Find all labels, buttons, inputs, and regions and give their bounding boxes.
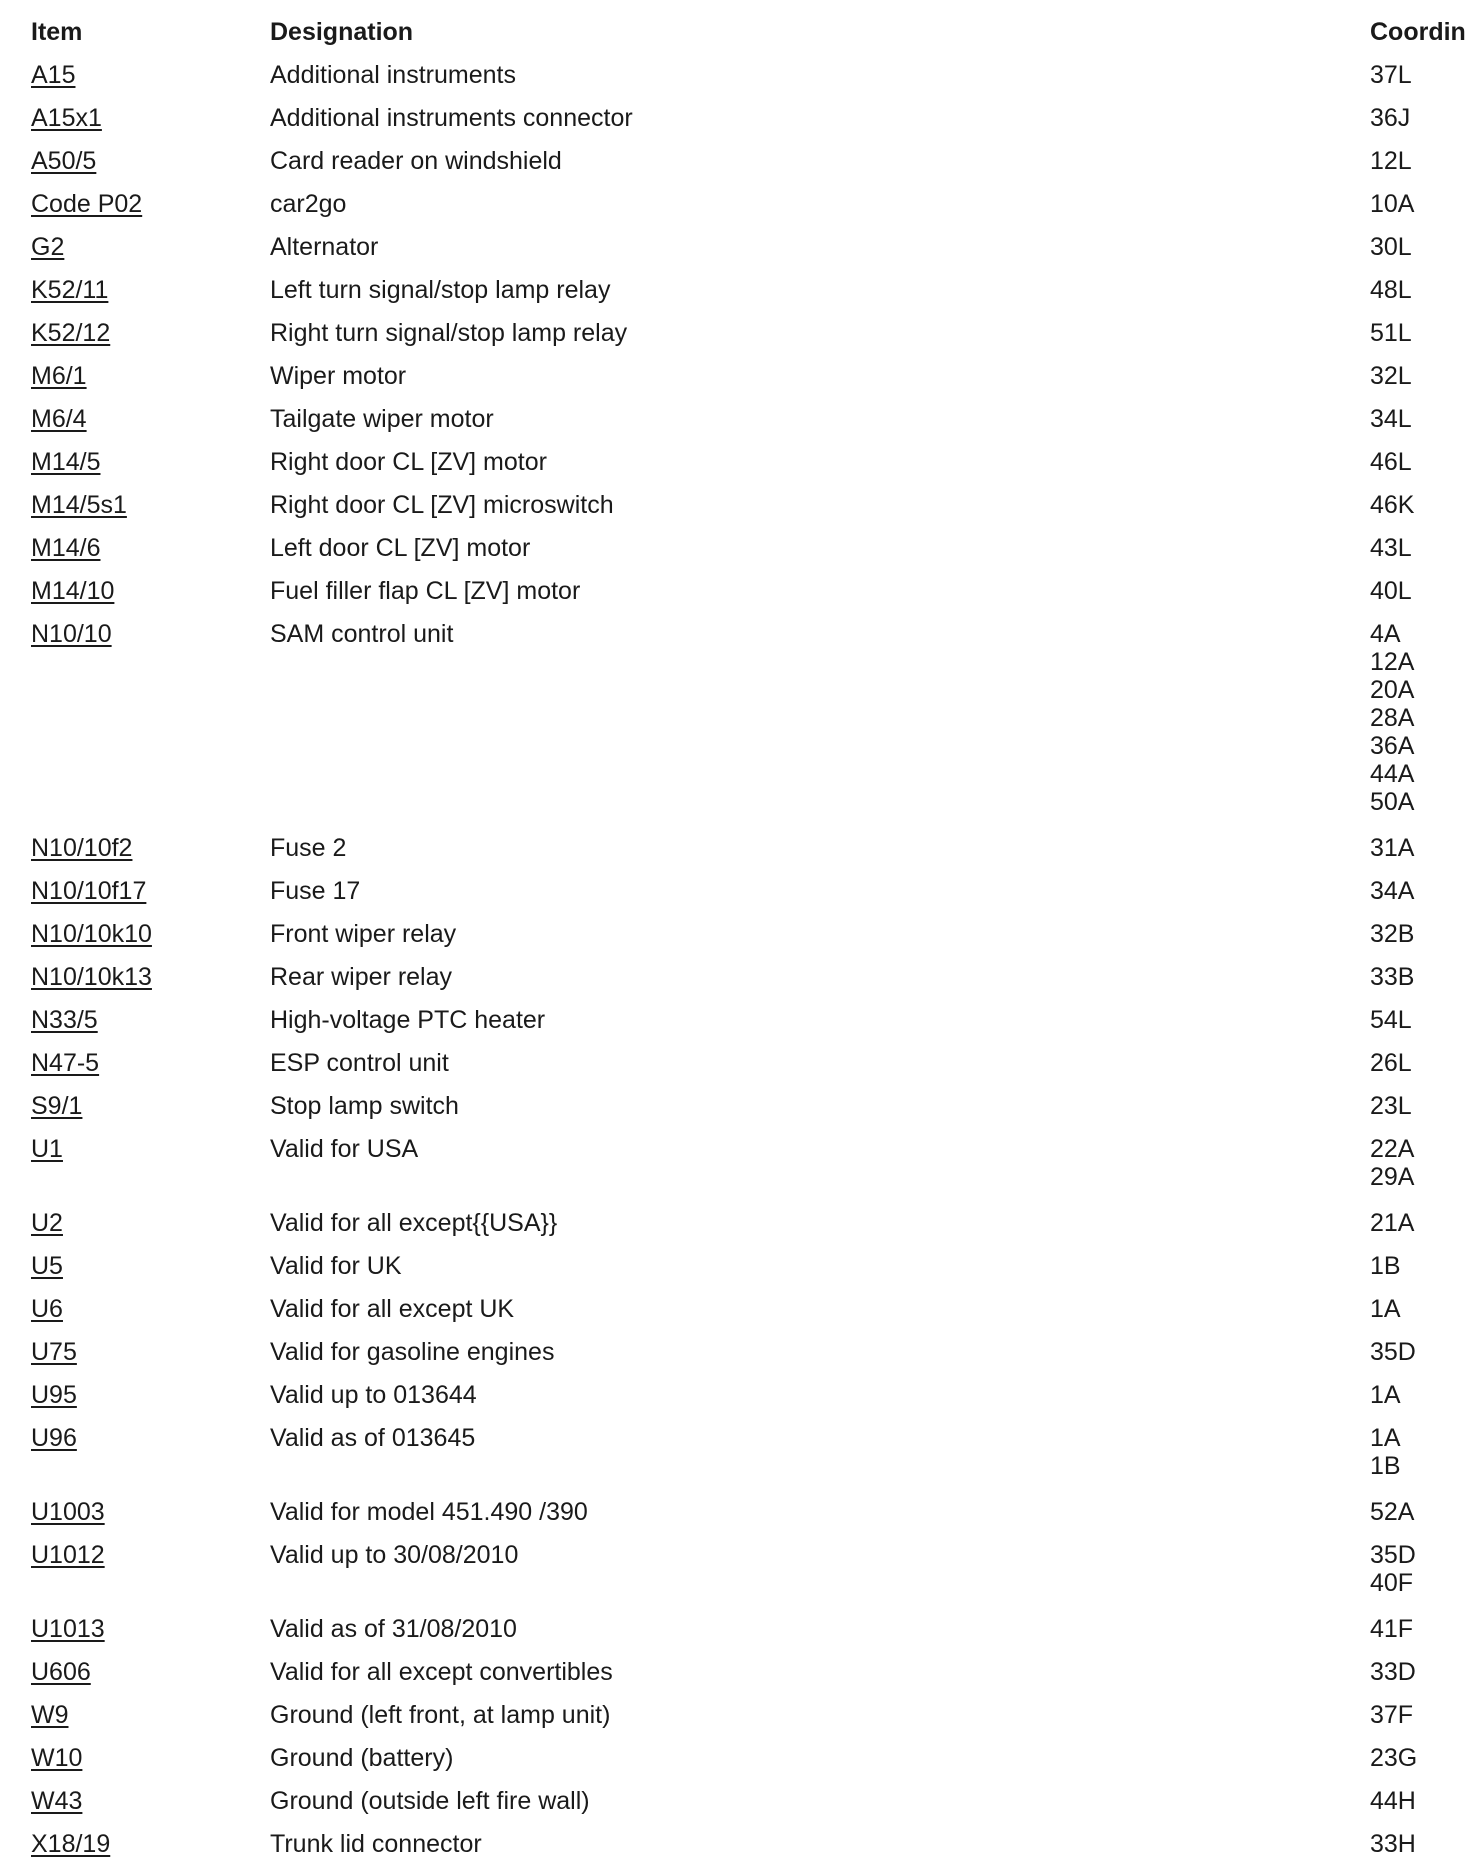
table-row [31,233,1456,276]
table-row [31,534,1456,577]
coordinate-cell [1370,319,1456,347]
designation-cell: Additional instruments connector [270,104,633,132]
item-link[interactable]: A15x1 [31,104,102,132]
designation-cell: Valid up to 30/08/2010 [270,1541,519,1569]
coordinate-cell [1370,61,1456,89]
designation-cell: Tailgate wiper motor [270,405,494,433]
coordinate-value: 35D [1370,1338,1416,1366]
table-row [31,1135,1456,1209]
coordinate-cell [1370,190,1456,218]
item-cell [31,1135,270,1163]
coordinate-value: 34A [1370,877,1415,905]
coordinate-value: 36A [1370,732,1415,760]
designation-cell: Wiper motor [270,362,407,390]
coordinate-cell [1370,1658,1456,1686]
designation-cell: Valid for model 451.490 /390 [270,1498,588,1526]
item-link[interactable]: Code P02 [31,190,143,218]
item-link[interactable]: A50/5 [31,147,97,175]
coordinate-value: 23L [1370,1092,1412,1120]
designation-cell: Left door CL [ZV] motor [270,534,531,562]
item-cell [31,1830,270,1858]
item-cell [31,834,270,862]
table-row [31,1252,1456,1295]
item-cell [31,491,270,519]
table-row [31,620,1456,834]
item-cell [31,1701,270,1729]
coordinate-cell [1370,1381,1456,1409]
designation-cell: Card reader on windshield [270,147,562,175]
item-cell [31,1338,270,1366]
designation-cell: Right door CL [ZV] microswitch [270,491,614,519]
designation-cell: Fuel filler flap CL [ZV] motor [270,577,581,605]
coordinate-cell [1370,1701,1456,1729]
coordinate-value: 41F [1370,1615,1414,1643]
item-cell [31,104,270,132]
item-link[interactable]: W43 [31,1787,83,1815]
coordinate-value: 52A [1370,1498,1415,1526]
item-link[interactable]: U1003 [31,1498,105,1526]
table-row [31,319,1456,362]
table-row [31,1424,1456,1498]
table-row [31,1049,1456,1092]
table-row [31,577,1456,620]
coordinate-value: 37L [1370,61,1412,89]
item-link[interactable]: M14/5 [31,448,101,476]
header-coordinate: Coordin [1370,18,1466,46]
coordinate-cell [1370,1541,1456,1597]
item-cell [31,1787,270,1815]
item-link[interactable]: N10/10f2 [31,834,133,862]
item-cell [31,1006,270,1034]
item-link[interactable]: M14/6 [31,534,101,562]
coordinate-cell [1370,1295,1456,1323]
item-cell [31,1498,270,1526]
designation-cell: Rear wiper relay [270,963,453,991]
item-cell [31,276,270,304]
coordinate-cell [1370,620,1456,816]
designation-cell: car2go [270,190,347,218]
item-cell [31,1295,270,1323]
item-link[interactable]: M6/4 [31,405,87,433]
item-link[interactable]: S9/1 [31,1092,83,1120]
header-designation: Designation [270,18,414,46]
item-link[interactable]: A15 [31,61,76,89]
item-link[interactable]: M14/10 [31,577,115,605]
item-cell [31,920,270,948]
item-link[interactable]: K52/11 [31,276,109,304]
item-cell [31,1381,270,1409]
coordinate-value: 1A [1370,1295,1401,1323]
item-link[interactable]: M6/1 [31,362,87,390]
item-cell [31,577,270,605]
item-link[interactable]: G2 [31,233,65,261]
item-cell [31,620,270,648]
table-row [31,61,1456,104]
coordinate-value: 1A [1370,1424,1401,1452]
item-cell [31,362,270,390]
item-link[interactable]: N10/10k13 [31,963,152,991]
item-cell [31,1252,270,1280]
coordinate-cell [1370,1338,1456,1366]
coordinate-value: 1B [1370,1252,1401,1280]
designation-cell: Valid for gasoline engines [270,1338,555,1366]
coordinate-value: 30L [1370,233,1412,261]
coordinate-value: 44A [1370,760,1415,788]
coordinate-value: 4A [1370,620,1401,648]
table-row [31,1498,1456,1541]
item-cell [31,61,270,89]
coordinate-cell [1370,577,1456,605]
coordinate-cell [1370,877,1456,905]
coordinate-cell [1370,276,1456,304]
item-link[interactable]: U1012 [31,1541,105,1569]
table-body [31,61,1456,1873]
coordinate-value: 28A [1370,704,1415,732]
table-row [31,1541,1456,1615]
coordinate-value: 34L [1370,405,1412,433]
item-cell [31,1424,270,1452]
table-row [31,963,1456,1006]
coordinate-value: 33B [1370,963,1415,991]
coordinate-value: 12L [1370,147,1412,175]
item-cell [31,1209,270,1237]
coordinate-cell [1370,405,1456,433]
item-cell [31,963,270,991]
table-row [31,104,1456,147]
table-row [31,1787,1456,1830]
coordinate-value: 50A [1370,788,1415,816]
item-cell [31,1092,270,1120]
item-cell [31,1541,270,1569]
table-row [31,920,1456,963]
coordinate-cell [1370,1209,1456,1237]
table-row [31,877,1456,920]
designation-cell: Ground (battery) [270,1744,454,1772]
table-row [31,448,1456,491]
item-link[interactable]: N33/5 [31,1006,98,1034]
designation-cell: Right door CL [ZV] motor [270,448,547,476]
item-link[interactable]: U6 [31,1295,63,1323]
coordinate-value: 43L [1370,534,1412,562]
designation-cell: Valid for all except UK [270,1295,515,1323]
coordinate-value: 51L [1370,319,1412,347]
coordinate-cell [1370,448,1456,476]
table-row [31,1381,1456,1424]
coordinate-value: 33D [1370,1658,1416,1686]
coordinate-cell [1370,147,1456,175]
item-link[interactable]: N10/10f17 [31,877,147,905]
coordinate-value: 31A [1370,834,1415,862]
designation-cell: Alternator [270,233,379,261]
designation-cell: Valid for UK [270,1252,402,1280]
coordinate-cell [1370,1830,1456,1858]
item-cell [31,319,270,347]
table-row [31,1830,1456,1873]
coordinate-cell [1370,1049,1456,1077]
designation-cell: SAM control unit [270,620,454,648]
designation-cell: Valid for USA [270,1135,419,1163]
item-cell [31,147,270,175]
designation-cell: Valid for all except{{USA}} [270,1209,558,1237]
coordinate-cell [1370,834,1456,862]
table-row [31,1338,1456,1381]
table-row [31,1744,1456,1787]
coordinate-value: 48L [1370,276,1412,304]
coordinate-cell [1370,1787,1456,1815]
coordinate-value: 10A [1370,190,1415,218]
item-link[interactable]: W10 [31,1744,83,1772]
item-cell [31,877,270,905]
coordinate-value: 40L [1370,577,1412,605]
table-row [31,190,1456,233]
coordinate-value: 1B [1370,1452,1401,1480]
table-row [31,1006,1456,1049]
designation-cell: Valid for all except convertibles [270,1658,613,1686]
header-item: Item [31,18,83,46]
item-cell [31,1744,270,1772]
item-link[interactable]: K52/12 [31,319,111,347]
item-cell [31,534,270,562]
item-cell [31,448,270,476]
coordinate-cell [1370,963,1456,991]
coordinate-value: 35D [1370,1541,1416,1569]
table-row [31,147,1456,190]
coordinate-value: 12A [1370,648,1415,676]
coordinate-cell [1370,1498,1456,1526]
coordinate-value: 46L [1370,448,1412,476]
item-cell [31,233,270,261]
coordinate-cell [1370,233,1456,261]
coordinate-value: 20A [1370,676,1415,704]
coordinate-value: 1A [1370,1381,1401,1409]
coordinate-value: 46K [1370,491,1415,519]
designation-cell: Right turn signal/stop lamp relay [270,319,628,347]
component-legend-table [31,18,1466,1873]
item-link[interactable]: U96 [31,1424,77,1452]
item-link[interactable]: U606 [31,1658,91,1686]
coordinate-value: 33H [1370,1830,1416,1858]
coordinate-cell [1370,534,1456,562]
designation-cell: Fuse 2 [270,834,347,862]
designation-cell: Valid as of 013645 [270,1424,476,1452]
item-link[interactable]: N10/10 [31,620,112,648]
coordinate-value: 26L [1370,1049,1412,1077]
item-link[interactable]: U1013 [31,1615,105,1643]
item-link[interactable]: M14/5s1 [31,491,127,519]
item-link[interactable]: X18/19 [31,1830,111,1858]
coordinate-cell [1370,1135,1456,1191]
item-cell [31,1049,270,1077]
coordinate-cell [1370,1424,1456,1480]
coordinate-value: 36J [1370,104,1411,132]
item-cell [31,405,270,433]
coordinate-cell [1370,1615,1456,1643]
coordinate-cell [1370,920,1456,948]
item-link[interactable]: U2 [31,1209,63,1237]
designation-cell: Stop lamp switch [270,1092,459,1120]
designation-cell: Valid as of 31/08/2010 [270,1615,517,1643]
table-row [31,1658,1456,1701]
item-link[interactable]: U5 [31,1252,63,1280]
designation-cell: Trunk lid connector [270,1830,482,1858]
item-link[interactable]: U75 [31,1338,77,1366]
coordinate-cell [1370,1252,1456,1280]
designation-cell: Fuse 17 [270,877,361,905]
item-link[interactable]: U95 [31,1381,77,1409]
designation-cell: Front wiper relay [270,920,457,948]
coordinate-value: 37F [1370,1701,1414,1729]
coordinate-value: 54L [1370,1006,1412,1034]
designation-cell: Ground (left front, at lamp unit) [270,1701,611,1729]
coordinate-value: 32B [1370,920,1415,948]
table-row [31,1701,1456,1744]
coordinate-value: 29A [1370,1163,1415,1191]
coordinate-value: 32L [1370,362,1412,390]
coordinate-cell [1370,1006,1456,1034]
table-row [31,491,1456,534]
coordinate-value: 22A [1370,1135,1415,1163]
table-row [31,834,1456,877]
coordinate-value: 21A [1370,1209,1415,1237]
designation-cell: ESP control unit [270,1049,449,1077]
designation-cell: Left turn signal/stop lamp relay [270,276,611,304]
table-row [31,1295,1456,1338]
table-row [31,1092,1456,1135]
table-row [31,405,1456,448]
table-header-row [31,18,1466,61]
item-cell [31,1615,270,1643]
designation-cell: Valid up to 013644 [270,1381,477,1409]
table-row [31,1615,1456,1658]
coordinate-value: 40F [1370,1569,1414,1597]
coordinate-cell [1370,1092,1456,1120]
item-cell [31,190,270,218]
designation-cell: Ground (outside left fire wall) [270,1787,590,1815]
item-link[interactable]: W9 [31,1701,69,1729]
coordinate-cell [1370,1744,1456,1772]
coordinate-cell [1370,491,1456,519]
coordinate-value: 23G [1370,1744,1418,1772]
item-link[interactable]: U1 [31,1135,63,1163]
item-link[interactable]: N47-5 [31,1049,100,1077]
item-link[interactable]: N10/10k10 [31,920,152,948]
table-row [31,276,1456,319]
designation-cell: Additional instruments [270,61,516,89]
table-row [31,362,1456,405]
table-row [31,1209,1456,1252]
coordinate-cell [1370,362,1456,390]
coordinate-value: 44H [1370,1787,1416,1815]
item-cell [31,1658,270,1686]
designation-cell: High-voltage PTC heater [270,1006,546,1034]
coordinate-cell [1370,104,1456,132]
